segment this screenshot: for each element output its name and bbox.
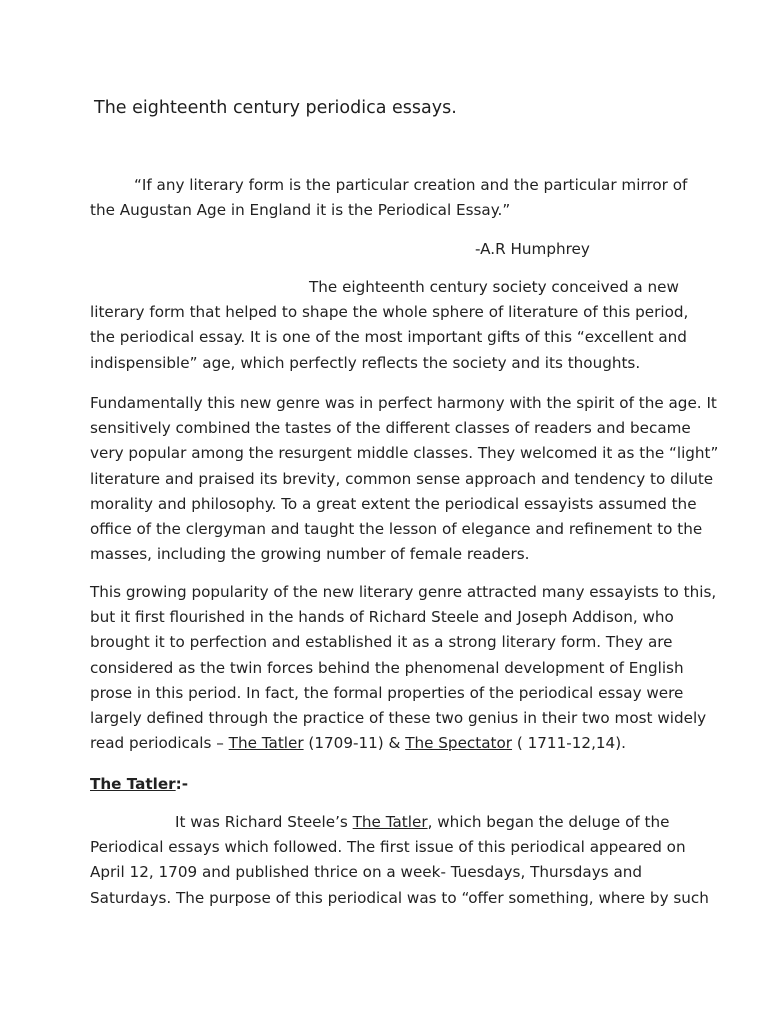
tatler-title-link: The Tatler: [228, 734, 304, 753]
paragraph-line: sensitively combined the tastes of the different classes of readers and became: [90, 419, 691, 438]
epigraph-quote: [90, 173, 688, 223]
paragraph-line: but it first flourished in the hands of Richard Steele and Joseph Addison, who: [90, 608, 674, 627]
paragraph-popularity: [90, 580, 717, 756]
paragraph-line: literature and praised its brevity, common sense approach and tendency to dilute: [90, 469, 714, 488]
epigraph-line: “If any literary form is the particular creation and the particular mirror of: [134, 176, 688, 194]
paragraph-line: the periodical essay. It is one of the most important gifts of this “excellent and: [90, 328, 687, 347]
paragraph-line: literary form that helped to shape the whole sphere of literature of this period,: [90, 303, 689, 322]
paragraph-intro: [90, 275, 689, 376]
paragraph-line: masses, including the growing number of female readers.: [90, 545, 530, 564]
paragraph-line: Periodical essays which followed. The first issue of this periodical appeared on: [90, 838, 686, 857]
paragraph-line: considered as the twin forces behind the phenomenal development of English: [90, 658, 684, 677]
line-middle: (1709-11) &: [303, 734, 406, 753]
paragraph-line: Saturdays. The purpose of this periodical was to “offer something, where by such: [90, 888, 709, 907]
paragraph-line: brought it to perfection and established it as a strong literary form. They are: [90, 633, 673, 652]
paragraph-line: indispensible” age, which perfectly reflects the society and its thoughts.: [90, 353, 641, 372]
paragraph-line: [90, 731, 680, 756]
paragraph-line: This growing popularity of the new literary genre attracted many essayists to this,: [90, 583, 717, 601]
paragraph-line: morality and philosophy. To a great extent the periodical essayists assumed the: [90, 494, 697, 513]
paragraph-line: The eighteenth century society conceived a new: [309, 278, 679, 296]
paragraph-genre: [90, 391, 719, 567]
section-heading-suffix: :-: [175, 775, 189, 793]
line-prefix: read periodicals –: [90, 734, 229, 753]
paragraph-line: prose in this period. In fact, the formal properties of the periodical essay were: [90, 683, 684, 702]
tatler-title-link: The Tatler: [352, 813, 428, 831]
paragraph-line: [90, 810, 680, 835]
epigraph-attribution: -A.R Humphrey: [475, 240, 590, 258]
paragraph-line: largely defined through the practice of these two genius in their two most widely: [90, 709, 707, 728]
paragraph-tatler: [90, 810, 709, 911]
section-heading-tatler: [90, 772, 188, 797]
line-suffix: , which began the deluge of the: [427, 813, 670, 831]
section-heading-title: The Tatler: [90, 775, 176, 793]
document-title: The eighteenth century periodica essays.: [94, 98, 457, 118]
paragraph-line: Fundamentally this new genre was in perfect harmony with the spirit of the age. It: [90, 394, 717, 412]
line-suffix: ( 1711-12,14).: [512, 734, 626, 753]
paragraph-line: April 12, 1709 and published thrice on a week- Tuesdays, Thursdays and: [90, 863, 643, 882]
spectator-title-link: The Spectator: [405, 734, 513, 753]
paragraph-line: very popular among the resurgent middle classes. They welcomed it as the “light”: [90, 444, 719, 463]
epigraph-line: the Augustan Age in England it is the Periodical Essay.”: [90, 201, 511, 220]
line-prefix: It was Richard Steele’s: [175, 813, 353, 831]
paragraph-line: office of the clergyman and taught the lesson of elegance and refinement to the: [90, 520, 703, 539]
